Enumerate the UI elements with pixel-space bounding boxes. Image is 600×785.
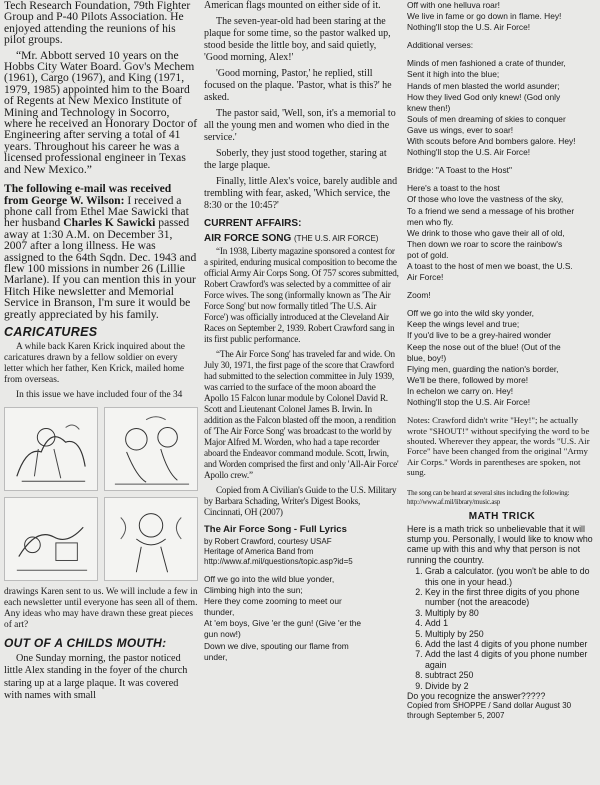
childs-mouth-heading: OUT OF A CHILDS MOUTH: (4, 635, 167, 650)
verse-1 (204, 574, 400, 663)
lyric-line: Hands of men blasted the world asunder; (407, 80, 560, 91)
lyric-line: gun now!) (204, 629, 241, 640)
math-trick-heading: MATH TRICK (468, 510, 536, 522)
additional-verses-label: Additional verses: (407, 40, 474, 51)
verse-4 (407, 308, 597, 408)
lyric-line: Nothing'll stop the U.S. Air Force! (407, 397, 531, 407)
lyric-line: At 'em boys, Give 'er the gun! (Give 'er the (204, 618, 362, 629)
lyric-line: Flying men, guarding the nation's border, (407, 363, 559, 374)
math-intro: Here is a math trick so unbelievable that it will stump you. Personally, I would like to know who came up with this and why that person is not running the country. (407, 523, 593, 565)
flags-paragraph: American flags mounted on either side of it. (204, 0, 381, 11)
credit-line: Heritage of America Band from (204, 547, 314, 556)
lyric-line: We live in fame or go down in flame. Hey! (407, 11, 562, 22)
lyric-line: Off we go into the wild blue yonder, (204, 574, 335, 584)
math-step: 8. subtract 250 (425, 670, 597, 680)
lyric-line: We'll be there, followed by more! (407, 374, 529, 385)
lyric-line: Then down we roar to score the rainbow's (407, 238, 563, 249)
lyric-line: Nothing'll stop the U.S. Air Force! (407, 22, 531, 33)
math-step: 5. Multiply by 250 (425, 629, 597, 639)
math-source: Copied from SHOPPE / Sand dollar August 30 through September 5, 2007 (407, 701, 572, 721)
caricature-image (4, 407, 98, 491)
childs-mouth-paragraph: One Sunday morning, the pastor noticed little Alex standing in the foyer of the church staring up at a large plaque. It was covered with names with small (4, 652, 188, 702)
email-paragraph (4, 183, 198, 320)
email-name: Charles K Sawicki (63, 216, 156, 230)
caricature-grid (4, 407, 198, 581)
intro-paragraph: Tech Research Foundation, 79th Fighter Group and P-40 Pilots Association. He enjoyed attending the reunions of his pilot groups. (4, 0, 191, 47)
math-step: 4. Add 1 (425, 618, 597, 628)
math-step: 9. Divide by 2 (425, 681, 597, 691)
caricatures-heading: CARICATURES (4, 324, 98, 339)
math-step: 3. Multiply by 80 (425, 608, 597, 618)
math-steps (407, 566, 597, 691)
zoom-label: Zoom! (407, 290, 431, 301)
abbott-paragraph: “Mr. Abbott served 10 years on the Hobbs City Water Board. Gov's Mechem (1961), Cargo (1967), and King (1971, 1979, 1985) appointed him to the Board of Regents at New Mexico Institute of Mining and Technology in Socorro, where he received an Honorary Doctor of Engineering after serving a total of 41 years. Throughout his career he was a licensed professional engineer in Texas and New Mexico.” (4, 48, 198, 176)
caricature-drawing-icon (105, 408, 197, 490)
lyric-line: With scouts before And bombers galore. Hey! (407, 136, 576, 147)
lyric-line: Of those who love the vastness of the sky, (407, 194, 564, 205)
caricature-drawing-icon (105, 498, 197, 580)
song-sites-note: The song can be heard at several sites including the following: (407, 488, 570, 497)
air-force-song-subtitle: (THE U.S. AIR FORCE) (294, 234, 379, 243)
lyric-line: To a friend we send a message of his brother (407, 205, 575, 216)
lyric-line: Nothing'll stop the U.S. Air Force! (407, 147, 531, 158)
song-notes: Notes: Crawford didn't write "Hey!"; he actually wrote "SHOUT!" without specifying the word to be shouted. Wherever they appear, the words "U.S. Air Force" have been changed from the original "Army Air Corps." Words in parentheses are spoken, not sung. (407, 415, 590, 478)
lyric-line: In echelon we carry on. Hey! (407, 385, 514, 396)
lyric-line: Souls of men dreaming of skies to conquer (407, 113, 566, 124)
lyric-line: Off we go into the wild sky yonder, (407, 308, 534, 319)
caricature-image (104, 497, 198, 581)
air-force-paragraph-2: “The Air Force Song' has traveled far and wide. On July 30, 1971, the first page of the score that Crawford had submitted to the selection committee in July 1939, was carried to the surface of the moon aboard the Apollo 15 Falcon lunar module by Colonel David R. Scott and Lieutenant Colonel James B. Irwin. In addition as the Falcon blasted off the moon, a rendition of 'The Air Force Song' was broadcast to the world by Major Alfred M. Worden, who had a tape recorder aboard the Endeavor command module. Scott, Irwin, and Worden comprised the first and only 'All-Air Force' Apollo crew.” (204, 349, 399, 480)
caricatures-paragraph-2: In this issue we have included four of the 34 (16, 389, 183, 400)
lyric-line: Keep the wings level and true; (407, 319, 520, 330)
copied-source: Copied from A Civilian's Guide to the U.S. Military by Barbara Schading, Writer's Digest Books, Cincinnati, OH (2007) (204, 485, 397, 517)
email-lead: The following e-mail was received from George W. Wilson: (4, 182, 172, 207)
lyric-line: Air Force! (407, 272, 444, 283)
lyric-line: pot of gold. (407, 249, 449, 260)
math-question: Do you recognize the answer????? (407, 691, 546, 702)
air-force-song-heading (204, 233, 400, 244)
lyrics-heading: The Air Force Song - Full Lyrics (204, 524, 347, 535)
lyric-line: Down we dive, spouting our flame from (204, 640, 349, 651)
alex-paragraph-2: 'Good morning, Pastor,' he replied, still focused on the plaque. 'Pastor, what is this?' he asked. (204, 68, 392, 103)
alex-paragraph-3: The pastor said, 'Well, son, it's a memorial to all the young men and women who died in the service.' (204, 108, 396, 143)
lyric-line: Minds of men fashioned a crate of thunder, (407, 58, 566, 69)
air-force-paragraph-1: “In 1938, Liberty magazine sponsored a contest for a spirited, enduring musical composition to become the official Army Air Corps Song. Of 757 scores submitted, Robert Crawford's was selected by a committee of air Force wives. The song (informally known as 'The Air Force Song' but now formally titled 'The U.S. Air Force') was officially introduced at the Cleveland Air Races on September 2, 1939. Robert Crawford sang in its first public performance. (204, 246, 399, 344)
alex-paragraph-1: The seven-year-old had been staring at the plaque for some time, so the pastor walked up, stood beside the little boy, and said quietly, 'Good morning, Alex!' (204, 16, 391, 63)
verse-3 (407, 183, 597, 283)
lyric-line: Sent it high into the blue; (407, 69, 500, 80)
lyric-line: Gave us wings, ever to soar! (407, 124, 514, 135)
caricatures-paragraph-1: A while back Karen Krick inquired about the caricatures drawn by a fellow soldier on every letter which her father, Ken Krick, mailed home from overseas. (4, 341, 185, 385)
lyric-line: Climbing high into the sun; (204, 585, 303, 596)
caricature-drawing-icon (5, 408, 97, 490)
column-middle (204, 0, 400, 785)
lyric-line: A toast to the host of men we boast, the U.S. (407, 260, 573, 271)
lyric-line: thunder, (204, 607, 235, 618)
air-force-song-title: AIR FORCE SONG (204, 233, 292, 244)
lyric-line: How they lived God only knew! (God only (407, 91, 561, 102)
caricature-image (4, 497, 98, 581)
song-sites-link[interactable]: http://www.af.mil/library/music.asp (407, 497, 501, 506)
caricatures-paragraph-3: drawings Karen sent to us. We will include a few in each newsletter until everyone has seen all of them. Any ideas who may have drawn these great pieces of art? (4, 586, 198, 630)
lyric-line: Here they come zooming to meet our (204, 596, 342, 607)
verse-1-end (407, 0, 597, 33)
email-text-b: passed away at 1:30 A.M. on December 31, 2007 after a long illness. He was assigned to the 64th Sqdn. Dec. 1943 and flew 100 missions in number 26 (Lillie Marlane). If you can mention this in your Hitch Hike newsletter and Memorial Service in Branson, I'm sure it would be greatly appreciated by his family. (4, 216, 197, 321)
column-left (4, 0, 198, 785)
math-step: 7. Add the last 4 digits of you phone number again (425, 649, 597, 670)
caricature-image (104, 407, 198, 491)
lyric-line: Here's a toast to the host (407, 183, 500, 194)
alex-paragraph-5: Finally, little Alex's voice, barely audible and trembling with fear, asked, 'Which service, the 8:30 or the 10:45?' (204, 176, 398, 211)
lyrics-credit (204, 537, 400, 567)
math-step: 2. Key in the first three digits of you phone number (not the areacode) (425, 587, 597, 608)
credit-line: by Robert Crawford, courtesy USAF (204, 537, 332, 546)
math-step: 1. Grab a calculator. (you won't be able to do this one in your head.) (425, 566, 597, 587)
lyric-line: Off with one helluva roar! (407, 0, 500, 10)
lyric-line: men who fly. (407, 216, 454, 227)
verse-2 (407, 58, 597, 158)
bridge-label: Bridge: "A Toast to the Host" (407, 165, 512, 176)
current-affairs-heading: CURRENT AFFAIRS: (204, 218, 302, 229)
lyric-line: knew then!) (407, 102, 451, 113)
alex-paragraph-4: Soberly, they just stood together, staring at the large plaque. (204, 148, 387, 171)
lyric-line: blue, boy!) (407, 352, 447, 363)
caricature-drawing-icon (5, 498, 97, 580)
lyric-line: If you'd live to be a grey-haired wonder (407, 330, 552, 341)
lyric-line: We drink to those who gave their all of old, (407, 227, 565, 238)
math-step: 6. Add the last 4 digits of you phone number (425, 639, 597, 649)
credit-link[interactable]: http://www.af.mil/questions/topic.asp?id=5 (204, 557, 353, 566)
column-right (407, 0, 597, 785)
lyric-line: under, (204, 651, 228, 662)
email-text-a: I received a phone call from Ethel Mae Sawicki that her husband (4, 193, 189, 230)
lyric-line: Keep the nose out of the blue! (Out of the (407, 341, 561, 352)
